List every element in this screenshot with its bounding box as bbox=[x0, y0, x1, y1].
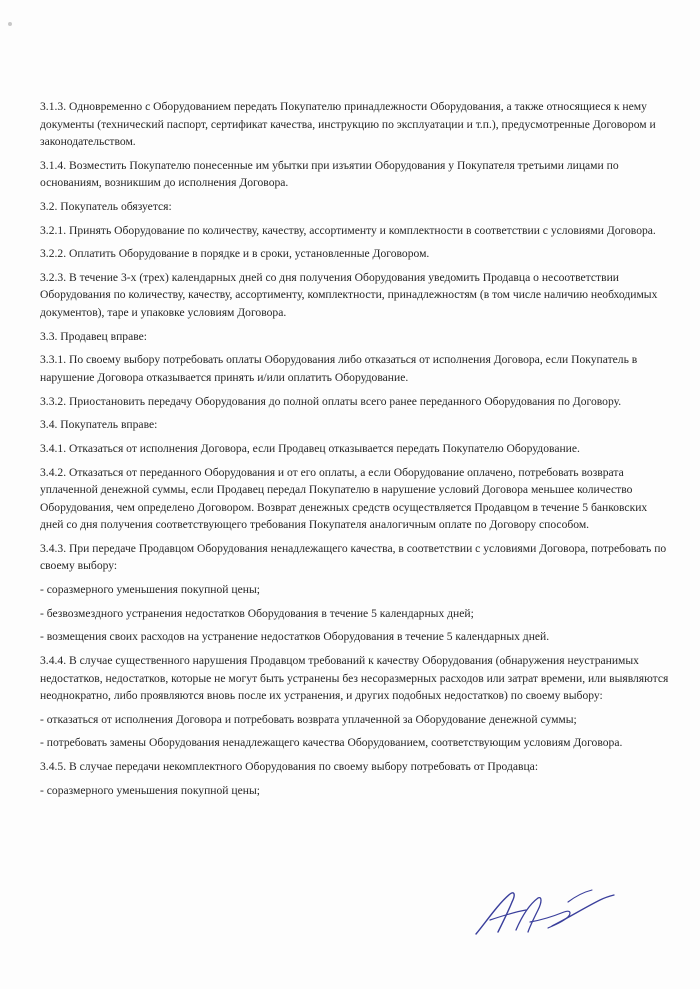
paragraph-3-2-1: 3.2.1. Принять Оборудование по количеству, качеству, ассортименту и комплектности в соответствии с условиями Договора. bbox=[40, 223, 656, 237]
list-item-expense-reimbursement: - возмещения своих расходов на устранение недостатков Оборудования в течение 5 календарных дней. bbox=[40, 630, 550, 644]
paragraph-3-4-4: 3.4.4. В случае существенного нарушения Продавцом требований к качеству Оборудования (обнаружения неустранимых недостатков, недостатков, которые не могут быть устранены без несоразмерных расходов или затрат времени, или выявляются неоднократно, либо проявляются вновь после их устранения, и других подобных недостатков) по своему выбору: bbox=[40, 654, 669, 702]
paragraph-3-3-2: 3.3.2. Приостановить передачу Оборудования до полной оплаты всего ранее переданного Оборудования по Договору. bbox=[40, 394, 622, 408]
document-body bbox=[40, 98, 670, 805]
list-item-refuse-contract: - отказаться от исполнения Договора и потребовать возврата уплаченной за Оборудование денежной суммы; bbox=[40, 712, 577, 726]
paragraph-3-1-3: 3.1.3. Одновременно с Оборудованием передать Покупателю принадлежности Оборудования, а также относящиеся к нему документы (технический паспорт, сертификат качества, инструкцию по эксплуатации и т.п.), предусмотренные Договором и законодательством. bbox=[40, 100, 656, 148]
paragraph-3-4-3: 3.4.3. При передаче Продавцом Оборудования ненадлежащего качества, в соответствии с условиями Договора, потребовать по своему выбору: bbox=[40, 541, 667, 573]
paragraph-3-3-1: 3.3.1. По своему выбору потребовать оплаты Оборудования либо отказаться от исполнения Договора, если Покупатель в нарушение Договора отказывается принять и/или оплатить Оборудование. bbox=[40, 353, 638, 384]
section-heading-3-2: 3.2. Покупатель обязуется: bbox=[40, 199, 172, 213]
list-item-price-reduction-incomplete: - соразмерного уменьшения покупной цены; bbox=[40, 783, 260, 797]
signature-icon bbox=[468, 882, 618, 942]
list-item-price-reduction: - соразмерного уменьшения покупной цены; bbox=[40, 582, 260, 596]
list-item-free-repair: - безвозмездного устранения недостатков Оборудования в течение 5 календарных дней; bbox=[40, 606, 474, 620]
scan-speck bbox=[8, 22, 12, 26]
paragraph-3-2-2: 3.2.2. Оплатить Оборудование в порядке и в сроки, установленные Договором. bbox=[40, 247, 430, 261]
list-item-replace-equipment: - потребовать замены Оборудования ненадлежащего качества Оборудованием, соответствующим условиям Договора. bbox=[40, 736, 623, 750]
paragraph-3-1-4: 3.1.4. Возместить Покупателю понесенные им убытки при изъятии Оборудования у Покупателя третьими лицами по основаниям, возникшим до исполнения Договора. bbox=[40, 158, 619, 190]
paragraph-3-4-5: 3.4.5. В случае передачи некомплектного Оборудования по своему выбору потребовать от Продавца: bbox=[40, 760, 539, 774]
section-heading-3-3: 3.3. Продавец вправе: bbox=[40, 329, 148, 343]
paragraph-3-4-1: 3.4.1. Отказаться от исполнения Договора, если Продавец отказывается передать Покупателю Оборудование. bbox=[40, 441, 580, 455]
paragraph-3-4-2: 3.4.2. Отказаться от переданного Оборудования и от его оплаты, а если Оборудование оплачено, потребовать возврата уплаченной денежной суммы, если Продавец передал Покупателю в нарушение условий Договора меньшее количество Оборудования, чем определено Договором. Возврат денежных средств осуществляется Продавцом в течение 5 банковских дней со дня получения соответствующего требования Покупателя аналогичным оплате по Договору способом. bbox=[40, 465, 648, 532]
paragraph-3-2-3: 3.2.3. В течение 3-х (трех) календарных дней со дня получения Оборудования уведомить Продавца о несоответствии Оборудования по количеству, качеству, ассортименту, комплектности, принадлежностям (в том числе наличию необходимых документов), таре и упаковке условиям Договора. bbox=[40, 270, 658, 319]
section-heading-3-4: 3.4. Покупатель вправе: bbox=[40, 418, 158, 432]
